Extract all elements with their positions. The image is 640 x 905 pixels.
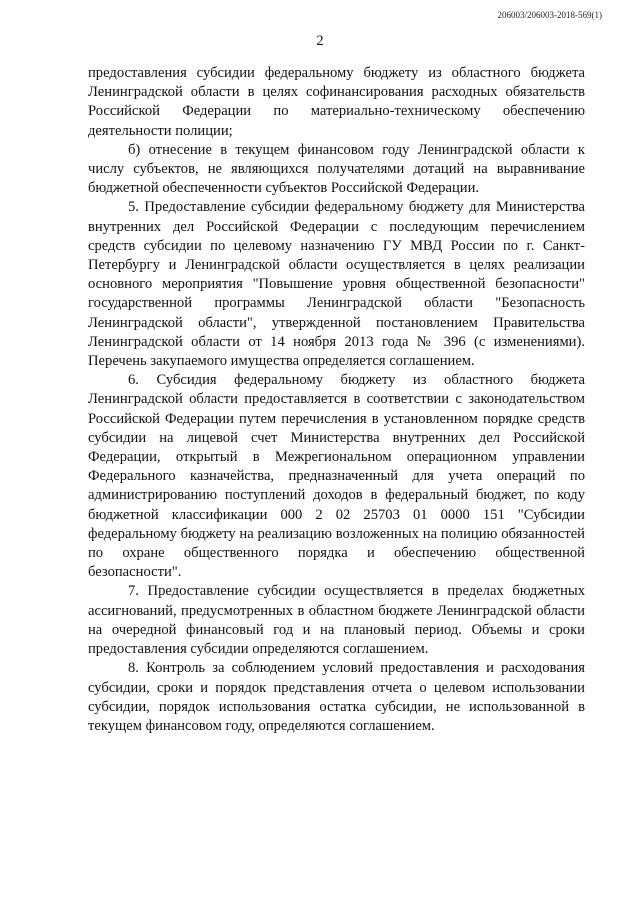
document-body: [88, 64, 585, 736]
paragraph-5: 5. Предоставление субсидии федеральному бюджету для Министерства внутренних дел Российской Федерации с последующим перечислением средств субсидии по целевому назначению ГУ МВД России по г. Санкт-Петербургу и Ленинградской области осуществляется в целях реализации основного мероприятия "Повышение уровня общественной безопасности" государственной программы Ленинградской области "Безопасность Ленинградской области", утвержденной постановлением Правительства Ленинградской области от 14 ноября 2013 года № 396 (с изменениями). Перечень закупаемого имущества определяется соглашением.: [88, 199, 585, 370]
paragraph-b: б) отнесение в текущем финансовом году Ленинградской области к числу субъектов, не являющихся получателями дотаций на выравнивание бюджетной обеспеченности субъектов Российской Федерации.: [88, 141, 585, 197]
page-number: 2: [316, 33, 324, 49]
paragraph-7: 7. Предоставление субсидии осуществляется в пределах бюджетных ассигнований, предусмотренных в областном бюджете Ленинградской области на очередной финансовый год и на плановый период. Объемы и сроки предоставления субсидии определяются соглашением.: [88, 583, 585, 658]
paragraph-8: 8. Контроль за соблюдением условий предоставления и расходования субсидии, сроки и порядок представления отчета о целевом использовании субсидии, порядок использования остатка субсидии, не использованной в текущем финансовом году, определяются соглашением.: [88, 660, 585, 734]
document-id: 206003/206003-2018-569(1): [497, 10, 602, 20]
paragraph-continuation: предоставления субсидии федеральному бюджету из областного бюджета Ленинградской области в целях софинансирования расходных обязательств Российской Федерации по материально-техническому обеспечению деятельности полиции;: [88, 65, 585, 139]
paragraph-6: 6. Субсидия федеральному бюджету из областного бюджета Ленинградской области предоставляется в соответствии с законодательством Российской Федерации путем перечисления в установленном порядке средств субсидии на лицевой счет Министерства внутренних дел Российской Федерации, открытый в Межрегиональном операционном управлении Федерального казначейства, предназначенный для учета операций по администрированию поступлений доходов в федеральный бюджет, по коду бюджетной классификации 000 2 02 25703 01 0000 151 "Субсидии федеральному бюджету на реализацию возложенных на полицию обязанностей по охране общественного порядка и обеспечению общественной безопасности".: [88, 372, 585, 581]
